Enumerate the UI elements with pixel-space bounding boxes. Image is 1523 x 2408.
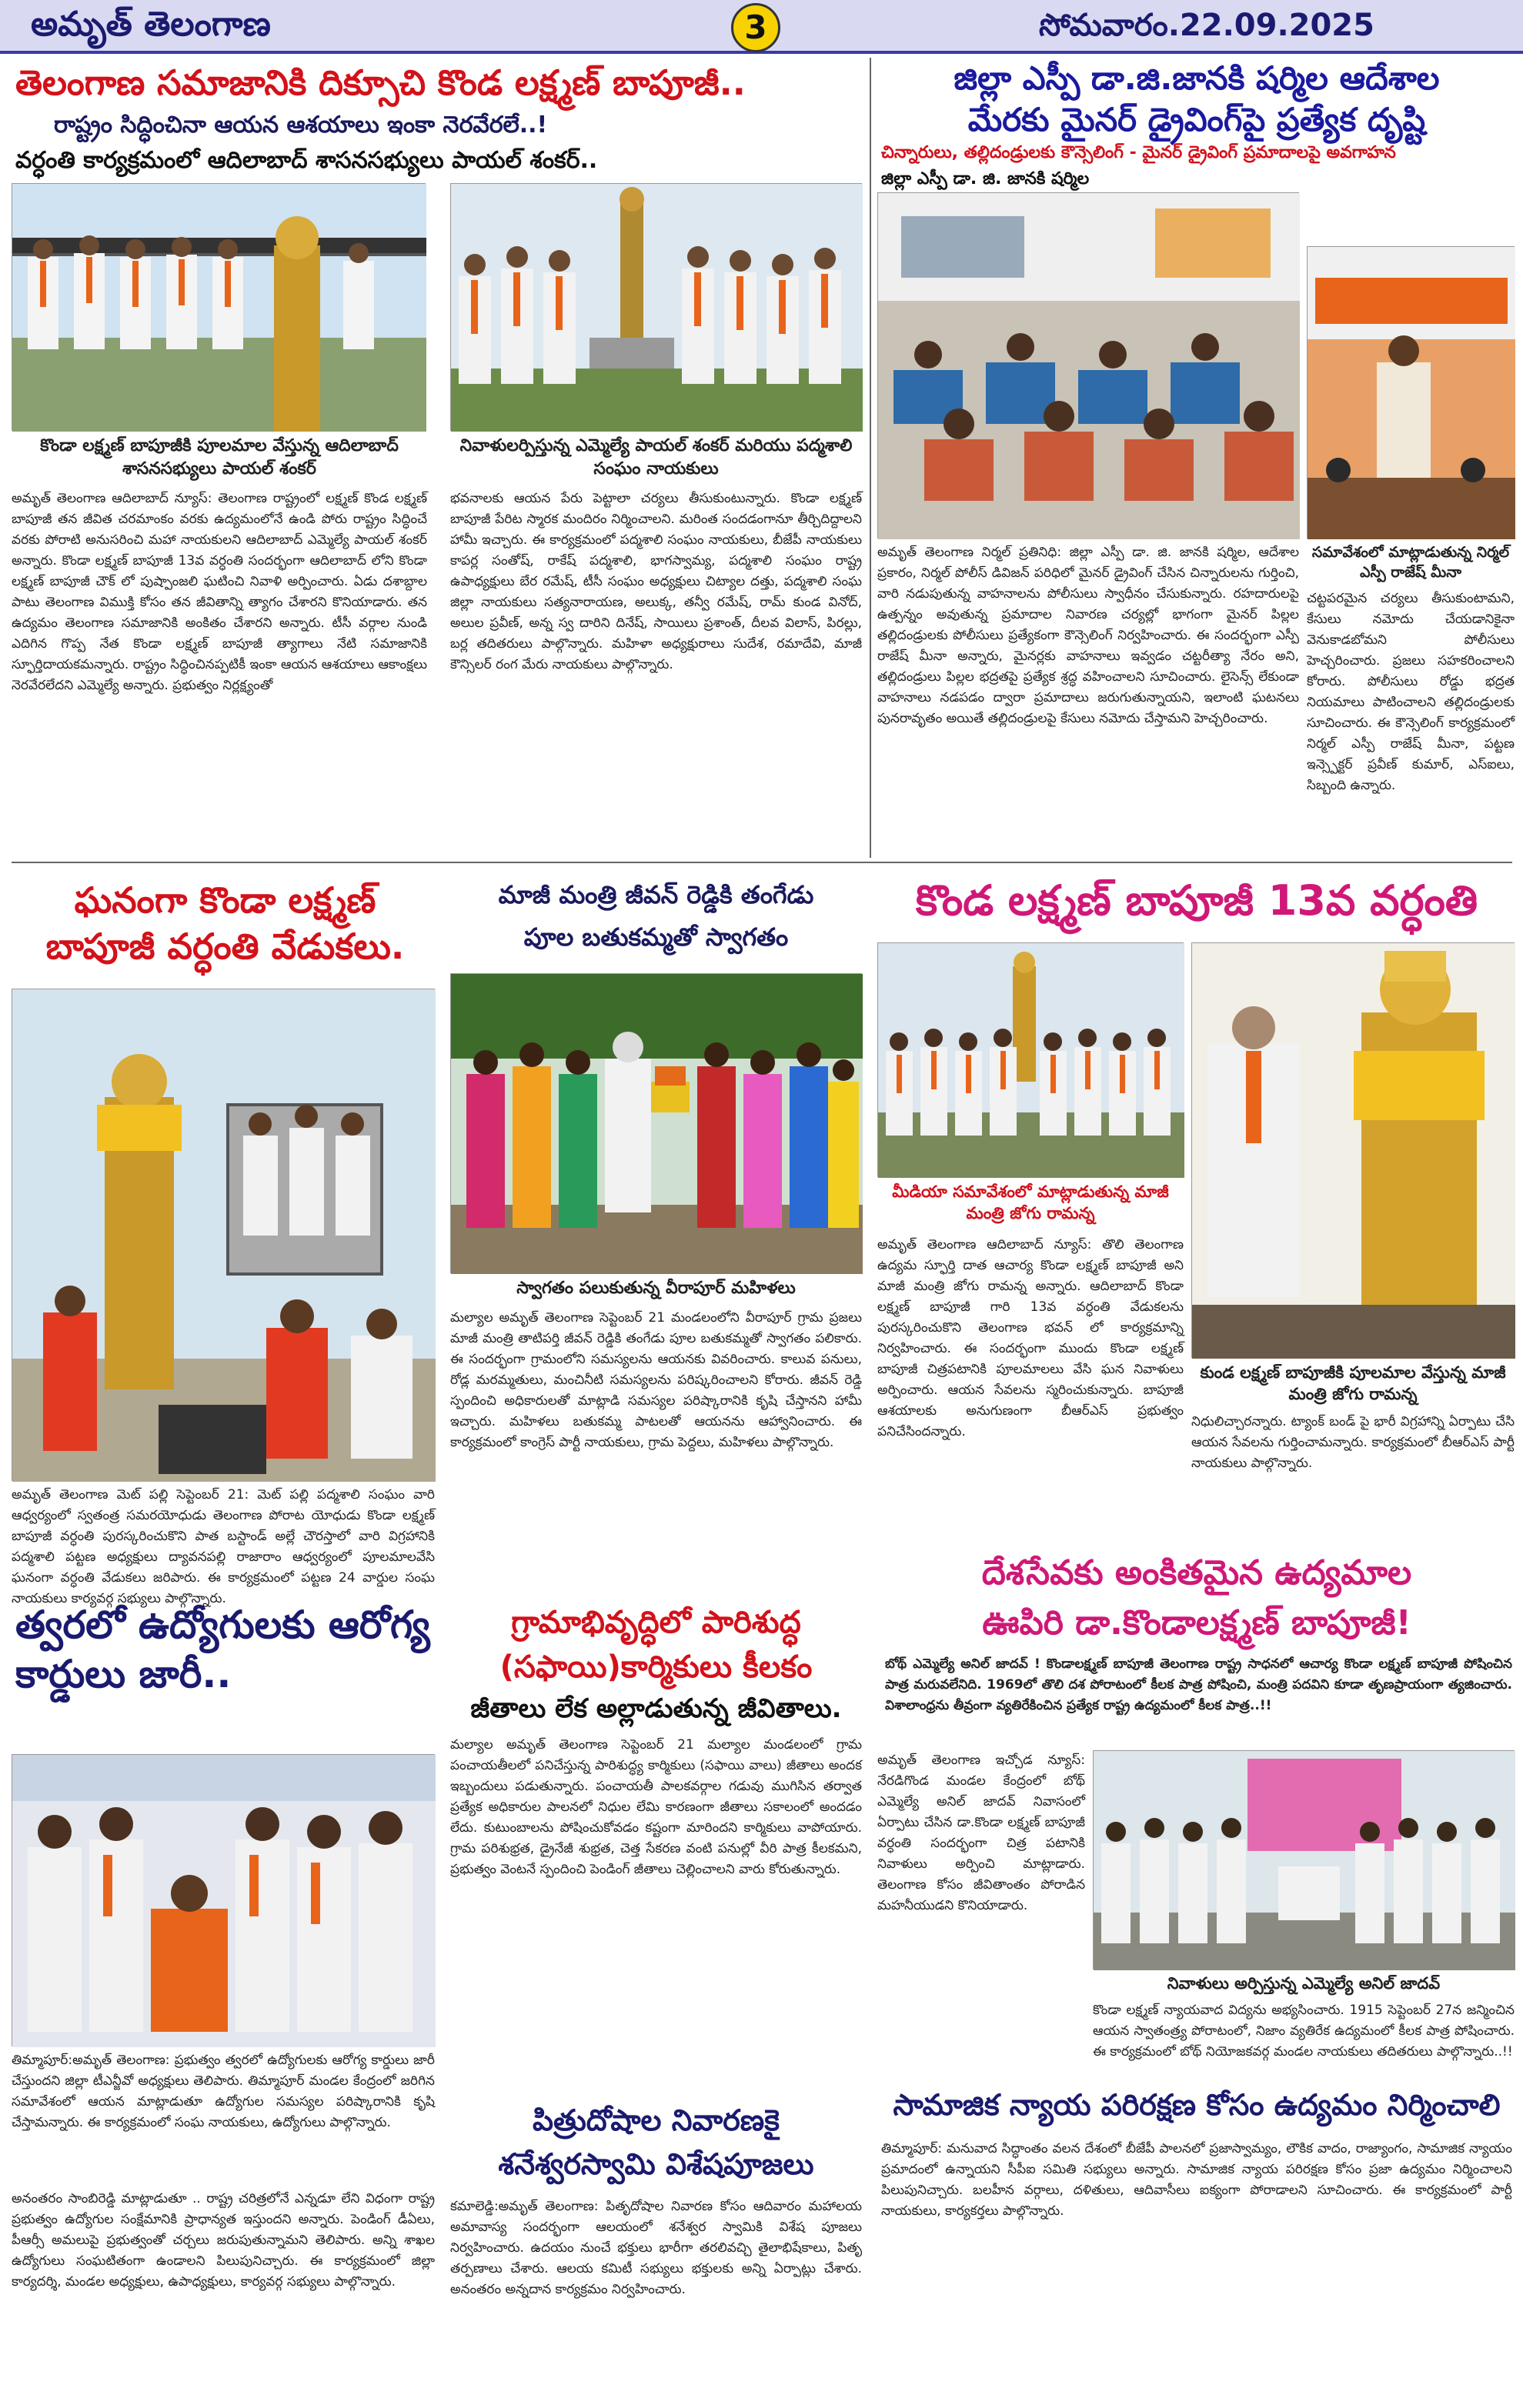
story2-caption: సమావేశంలో మాట్లాడుతున్న నిర్మల్ ఎస్పీ రాజేష్ మీనా [1311,544,1510,581]
story6-body-left: అమృత్ తెలంగాణ ఇచ్చోడ న్యూస్: నేరడిగొండ మండల కేంద్రంలో బోథ్ ఎమ్మెల్యే అనిల్ జాదవ్ నివాసంలో ఏర్పాటు చేసిన డా.కొండా లక్ష్మణ్ బాపూజీ వర్ధంతి సందర్భంగా చిత్ర పటానికి నివాళులు అర్పించి మాట్లాడారు. తెలంగాణ కోసం జీవితాంతం పోరాడిన మహనీయుడని కొనియాడారు. [877,1753,1085,1913]
story1-body-left: అమృత్ తెలంగాణ ఆదిలాబాద్ న్యూస్: తెలంగాణ రాష్ట్రంలో లక్ష్మణ్ కొండ లక్ష్మణ్ బాపూజీ తన జీవిత చరమాంకం వరకు ఉద్యమంలోనే ఉండి పోరు రాష్ట్రం సిద్ధించే వరకు పోరాటి అనుసరించి మహా నాయకులని ఆదిలాబాద్ ఎమ్మెల్యే పాయల్ శంకర్ అన్నారు. కొండా లక్ష్మణ్ బాపూజీ 13వ వర్ధంతి సందర్భంగా ఆదిలాబాద్ లోని కొండా లక్ష్మణ్ బాపూజీ చౌక్ లో పుష్పాంజలి ఘటించి నివాళి అర్పించారు. ఏడు దశాబ్దాల పాటు తెలంగాణ విముక్తి కోసం తన జీవితాన్ని త్యాగం చేశారని కొనియాడారు. తన ఉద్యమం తెలంగాణ సమాజానికి అంకితం చేశారని అన్నారు. టీసీ వర్గాల నుండి ఎదిగిన గొప్ప నేత కొండా లక్ష్మణ్ బాపూజీ త్యాగాలు నేటి సమాజానికి స్ఫూర్తిదాయకమన్నారు. రాష్ట్రం సిద్ధించినప్పటికీ ఇంకా ఆయన ఆశయాలు ఆకాంక్షలు నెరవేరలేదని ఎమ్మెల్యే అన్నారు. ప్రభుత్వం నిర్లక్ష్యంతో [12,491,427,693]
story8-photo-felicitation [12,1754,435,2046]
story4-photo-bathukamma [450,973,862,1273]
story9-body: కమాలెడ్డి:అమృత్ తెలంగాణ: పితృదోషాల నివారణ కోసం ఆదివారం మహాలయ అమావాస్య సందర్భంగా ఆలయంలో శనేశ్వర స్వామికి విశేష పూజలు నిర్వహించారు. ఉదయం నుంచే భక్తులు భారీగా తరలివచ్చి తైలాభిషేకాలు, పితృ తర్పణాలు చేశారు. ఆలయ కమిటీ సభ్యులు భక్తులకు అన్ని ఏర్పాట్లు చేశారు. అనంతరం అన్నదాన కార్యక్రమం నిర్వహించారు. [450,2199,862,2297]
story4-headline1: మాజీ మంత్రి జీవన్ రెడ్డికి తంగేడు [498,880,814,909]
story10-body: తిమ్మాపూర్: మనువాద సిద్ధాంతం వలన దేశంలో బీజేపీ పాలనలో ప్రజాస్వామ్యం, లౌకిక వాదం, రాజ్యాంగం, సామాజిక న్యాయం ప్రమాదంలో ఉన్నాయని సీపీఐ సమితి సభ్యులు అన్నారు. సామాజిక న్యాయ పరిరక్షణ కోసం ప్రజా ఉద్యమం నిర్మించాలని పిలుపునిచ్చారు. బలహీన వర్గాలు, దళితులు, ఆదివాసీలు ఐక్యంగా పోరాడాలని సూచించారు. ఈ కార్యక్రమంలో పార్టీ నాయకులు, కార్యకర్తలు పాల్గొన్నారు. [881,2141,1512,2219]
story10-headline: సామాజిక న్యాయ పరిరక్షణ కోసం ఉద్యమం నిర్మించాలి [893,2088,1501,2122]
story6-caption: నివాళులు అర్పిస్తున్న ఎమ్మెల్యే అనిల్ జాదవ్ [1167,1974,1441,1993]
story5-caption1: మీడియా సమావేశంలో మాట్లాడుతున్న మాజీ మంత్రి జోగు రామన్న [892,1182,1169,1222]
story2-headline1: జిల్లా ఎస్పీ డా.జి.జానకి షర్మిల ఆదేశాల [954,59,1440,97]
story6-intro: బోథ్ ఎమ్మెల్యే అనిల్ జాదవ్ ! కొండాలక్ష్మణ్ బాపూజీ తెలంగాణ రాష్ట్ర సాధనలో ఆచార్య కొండా లక్ష్మణ్ బాపూజీ పోషించిన పాత్ర మరువలేనిది. 1969లో తొలి దశ పోరాటంలో కీలక పాత్ర పోషించి, మంత్రి పదవిని కూడా తృణప్రాయంగా త్యజించారు. విశాలాంధ్రను తీవ్రంగా వ్యతిరేకించిన ప్రత్యేక రాష్ట్ర ఉద్యమంలో కీలక పాత్ర..!! [885,1656,1512,1713]
story3-headline: ఘనంగా కొండా లక్ష్మణ్ బాపూజీ వర్ధంతి వేడుకలు. [45,879,405,967]
column-rule [870,58,871,858]
story1-caption2: నివాళులర్పిస్తున్న ఎమ్మెల్యే పాయల్ శంకర్ మరియు పద్మశాలి సంఘం నాయకులు [459,436,853,479]
story8-headline: త్వరలో ఉద్యోగులకు ఆరోగ్య కార్డులు జారీ.. [15,1603,430,1696]
story5-photo-group [877,942,1184,1177]
story2-headline2: మేరకు మైనర్ డ్రైవింగ్‌పై ప్రత్యేక దృష్టి [967,101,1426,138]
story5-body-left: అమృత్ తెలంగాణ ఆదిలాబాద్ న్యూస్: తొలి తెలంగాణ ఉద్యమ స్ఫూర్తి దాత ఆచార్య కొండా లక్ష్మణ్ బాపూజీ అని మాజీ మంత్రి జోగు రామన్న అన్నారు. ఆదిలాబాద్ కొండా లక్ష్మణ్ బాపూజీ గారి 13వ వర్ధంతి వేడుకలను పురస్కరించుకొని తెలంగాణ భవన్ లో కార్యక్రమాన్ని నిర్వహించారు. ఈ సందర్భంగా ముందు కొండా లక్ష్మణ్ బాపూజీ చిత్రపటానికి పూలమాలలు వేసి ఘన నివాళులు అర్పించారు. ఆయన సేవలను స్మరించుకున్నారు. బాపూజీ ఆశయాలకు అనుగుణంగా బీఆర్ఎస్ ప్రభుత్వం పనిచేసిందన్నారు. [877,1237,1184,1439]
story1-caption1: కొండా లక్ష్మణ్ బాపూజీకి పూలమాల వేస్తున్న ఆదిలాబాద్ శాసనసభ్యులు పాయల్ శంకర్ [40,436,399,479]
story2-body-left: అమృత్ తెలంగాణ నిర్మల్ ప్రతినిధి: జిల్లా ఎస్పీ డా. జి. జానకి షర్మిల, ఆదేశాల ప్రకారం, నిర్మల్ పోలీస్ డివిజన్ పరిధిలో మైనర్ డ్రైవింగ్ చేసిన చిన్నారులను గుర్తించి, వారి నడుపుతున్న వాహనాలను పోలీసులు స్వాధీనం చేసుకున్నారు. రహదారులపై ఉత్పన్నం అవుతున్న ప్రమాదాల నివారణ చర్యల్లో భాగంగా మైనర్ పిల్లల తల్లిదండ్రులకు పోలీసులు ప్రత్యేకంగా కౌన్సెలింగ్ నిర్వహించారు. ఈ సందర్భంగా ఎస్పీ రాజేష్ మీనా అన్నారు, మైనర్లకు వాహనాలు ఇవ్వడం చట్టరీత్యా నేరం అని, తల్లిదండ్రులు పిల్లల భద్రతపై ప్రత్యేక శ్రద్ధ వహించాలని సూచించారు. లైసెన్స్ లేకుండా వాహనాలు నడపడం ద్వారా ప్రమాదాలు జరుగుతున్నాయని, ఇలాంటి ఘటనలు పునరావృతం అయితే తల్లిదండ్రులపై కేసులు నమోదు చేస్తామని హెచ్చరించారు. [877,545,1299,726]
story2-subhead2: జిల్లా ఎస్పీ డా. జి. జానకి షర్మిల [881,169,1090,188]
story1-headline: తెలంగాణ సమాజానికి దిక్సూచి కొండ లక్ష్మణ్ బాపూజీ.. [15,62,746,103]
story3-photo-statue-garland [12,989,435,1481]
story5-body-right: నిధులిచ్చారన్నారు. ట్యాంక్ బండ్ పై భారీ విగ్రహాన్ని ఏర్పాటు చేసి ఆయన సేవలను గుర్తించామన్నారు. కార్యక్రమంలో బీఆర్ఎస్ పార్టీ నాయకులు పాల్గొన్నారు. [1191,1414,1515,1471]
story6-photo-tribute [1093,1750,1515,1969]
story3-body: అమృత్ తెలంగాణ మెట్ పల్లి సెప్టెంబర్ 21: మెట్ పల్లి పద్మశాలి సంఘం వారి ఆధ్వర్యంలో స్వతంత్ర సమరయోధుడు తెలంగాణ పోరాట యోధుడు కొండా లక్ష్మణ్ బాపూజీ వర్ధంతి పురస్కరించుకొని పాత బస్టాండ్ అల్లే చౌరస్తాలో వారి విగ్రహానికి పద్మశాలి పట్టణ అధ్యక్షులు ద్యావనపల్లి రాజారాం ఆధ్వర్యంలో పూలమాలవేసి ఘనంగా వర్ధంతి వేడుకలు జరిపారు. ఈ కార్యక్రమంలో పట్టణ 24 వార్డుల సంఘ నాయకులు కార్యవర్గ సభ్యులు పాల్గొన్నారు. [12,1487,435,1606]
story6-headline2: ఊపిరి డా.కొండాలక్ష్మణ్ బాపూజీ! [982,1603,1411,1643]
story1-body-right: భవనాలకు ఆయన పేరు పెట్టాలా చర్యలు తీసుకుంటున్నారు. కొండా లక్ష్మణ్ బాపూజీ పేరిట స్మారక మందిరం నిర్మించాలని. మరింత సందడంగానూ తీర్చిదిద్దాలని హామీ ఇచ్చారు. ఈ కార్యక్రమంలో పద్మశాలి సంఘం నాయకులు, బీజేపీ నాయకులు కాపర్ల సంతోష్, రాకేష్ పద్మశాలి, భాగస్వామ్య, పద్మశాలి సంఘం రాష్ట్ర ఉపాధ్యక్షులు బేర రమేష్, టీసీ సంఘం అధ్యక్షులు చిట్యాల దత్తు, పద్మశాలి సంఘ జిల్లా నాయకులు సత్యనారాయణ, అలుక్క, తన్వీ రమేష్, రామ్ కుండ వినోద్, అలుల ప్రవీణ్, అన్న స్వ దారిని దినేష్, సాయిలు ప్రశాంత్, దీలవ విలాస్, పిరల్లు, బర్ల తదితరులు పాల్గొన్నారు. మహిళా అధ్యక్షురాలు సుదేశ, రమాదేవి, మాజీ కౌన్సిలర్ రంగ మేరు నాయకులు పాల్గొన్నారు. [450,491,862,672]
section-divider [12,862,1512,863]
story1-photo-statue-garland [12,183,426,431]
issue-date: సోమవారం.22.09.2025 [1039,8,1374,43]
story2-photo-counseling [877,192,1299,539]
page-number: 3 [731,3,780,52]
story1-subhead2: వర్ధంతి కార్యక్రమంలో ఆదిలాబాద్ శాసనసభ్యులు పాయల్ శంకర్.. [15,147,598,174]
story2-body-right: చట్టపరమైన చర్యలు తీసుకుంటామని, కేసులు నమోదు చేయడానికైనా వెనుకాడబోమని పోలీసులు హెచ్చరించారు. ప్రజలు సహకరించాలని కోరారు. పోలీసులు రోడ్డు భద్రత నియమాలు పాటించాలని తల్లిదండ్రులకు సూచించారు. ఈ కౌన్సెలింగ్ కార్యక్రమంలో నిర్మల్ ఎస్పీ రాజేష్ మీనా, పట్టణ ఇన్స్పెక్టర్ ప్రవీణ్ కుమార్, ఎస్ఐలు, సిబ్బంది ఉన్నారు. [1307,591,1515,793]
paper-name: అమృత్ తెలంగాణ [31,5,271,44]
story2-subhead: చిన్నారులు, తల్లిదండ్రులకు కౌన్సెలింగ్ - మైనర్ డ్రైవింగ్ ప్రమాదాలపై అవగాహన [881,143,1396,162]
story9-headline1: పిత్రుదోషాల నివారణకై [533,2103,780,2137]
story6-body-bottom: కొండా లక్ష్మణ్ న్యాయవాద విద్యను అభ్యసించారు. 1915 సెప్టెంబర్ 27న జన్మించిన ఆయన స్వాతంత్ర్య పోరాటంలో, నిజాం వ్యతిరేక ఉద్యమంలో కీలక పాత్ర పోషించారు. ఈ కార్యక్రమంలో బోథ్ నియోజకవర్గ మండల నాయకులు తదితరులు పాల్గొన్నారు..!! [1093,2003,1515,2059]
story5-headline: కొండ లక్ష్మణ్ బాపూజీ 13వ వర్ధంతి [915,876,1478,925]
story4-headline2: పూల బతుకమ్మతో స్వాగతం [523,922,789,952]
story6-headline1: దేశసేవకు అంకితమైన ఉద్యమాల [981,1553,1412,1593]
story5-caption2: కుండ లక్ష్మణ్ బాపూజీకి పూలమాల వేస్తున్న మాజీ మంత్రి జోగు రామన్న [1200,1363,1506,1403]
story8-body2: అనంతరం సాంబిరెడ్డి మాట్లాడుతూ .. రాష్ట్ర చరిత్రలోనే ఎన్నడూ లేని విధంగా రాష్ట్ర ప్రభుత్వం ఉద్యోగుల సంక్షేమానికి ప్రాధాన్యత ఇస్తుందని అన్నారు. పెండింగ్ డీఏలు, పీఆర్సీ అమలుపై ప్రభుత్వంతో చర్చలు జరుపుతున్నామని తెలిపారు. అన్ని శాఖల ఉద్యోగులు సంఘటితంగా ఉండాలని పిలుపునిచ్చారు. ఈ కార్యక్రమంలో జిల్లా కార్యదర్శి, మండల అధ్యక్షులు, ఉపాధ్యక్షులు, కార్యవర్గ సభ్యులు పాల్గొన్నారు. [12,2191,435,2290]
story8-body1: తిమ్మాపూర్:అమృత్ తెలంగాణ: ప్రభుత్వం త్వరలో ఉద్యోగులకు ఆరోగ్య కార్డులు జారీ చేస్తుందని జిల్లా టీఎన్జీవో అధ్యక్షులు తెలిపారు. తిమ్మాపూర్ మండల కేంద్రంలో జరిగిన సమావేశంలో ఆయన మాట్లాడుతూ ఉద్యోగుల సమస్యల పరిష్కారానికి కృషి చేస్తామన్నారు. ఈ కార్యక్రమంలో సంఘ నాయకులు, ఉద్యోగులు పాల్గొన్నారు. [12,2053,435,2130]
story1-subhead1: రాష్ట్రం సిద్ధించినా ఆయన ఆశయాలు ఇంకా నెరవేరలే..! [54,112,548,138]
story5-photo-statue [1191,942,1515,1358]
story4-body: మల్యాల అమృత్ తెలంగాణ సెప్టెంబర్ 21 మండలంలోని వీరాపూర్ గ్రామ ప్రజలు మాజీ మంత్రి తాటిపర్తి జీవన్ రెడ్డికి తంగేడు పూల బతుకమ్మతో స్వాగతం పలికారు. ఈ సందర్భంగా గ్రామంలోని సమస్యలను ఆయనకు వివరించారు. కాలువ పనులు, రోడ్ల మరమ్మతులు, మంచినీటి సమస్యలను పరిష్కరించాలని కోరారు. జీవన్ రెడ్డి స్పందించి అధికారులతో మాట్లాడి సమస్యల పరిష్కారానికి కృషి చేస్తానని హామీ ఇచ్చారు. మహిళలు బతుకమ్మ పాటలతో ఆయనను ఆహ్వానించారు. ఈ కార్యక్రమంలో కాంగ్రెస్ పార్టీ నాయకులు, గ్రామ పెద్దలు, మహిళలు పాల్గొన్నారు. [450,1310,862,1450]
story7-headline: గ్రామాభివృద్ధిలో పారిశుద్ధ (సఫాయి)కార్మికులు కీలకం [499,1605,813,1685]
story7-body: మల్యాల అమృత్ తెలంగాణ సెప్టెంబర్ 21 మల్యాల మండలంలో గ్రామ పంచాయతీలలో పనిచేస్తున్న పారిశుద్ధ్య కార్మికులు (సఫాయి వాలు) జీతాలు అందక ఇబ్బందులు పడుతున్నారు. పంచాయతీ పాలకవర్గాల గడువు ముగిసిన తర్వాత ప్రత్యేక అధికారుల పాలనలో నిధుల లేమి కారణంగా జీతాలు సకాలంలో అందడం లేదు. కుటుంబాలను పోషించుకోవడం కష్టంగా మారిందని కార్మికులు వాపోయారు. గ్రామ పరిశుభ్రత, డ్రైనేజీ శుభ్రత, చెత్త సేకరణ వంటి పనుల్లో వీరి పాత్ర కీలకమని, ప్రభుత్వం వెంటనే స్పందించి పెండింగ్ జీతాలు చెల్లించాలని వారు కోరుతున్నారు. [450,1737,862,1877]
story4-caption: స్వాగతం పలుకుతున్న వీరాపూర్ మహిళలు [516,1279,796,1298]
story9-headline2: శనేశ్వరస్వామి విశేషపూజలు [498,2147,814,2181]
story2-photo-sp-speaking [1307,246,1515,539]
story7-subhead: జీతాలు లేక అల్లాడుతున్న జీవితాలు. [470,1693,842,1724]
story1-photo-group [450,183,862,431]
